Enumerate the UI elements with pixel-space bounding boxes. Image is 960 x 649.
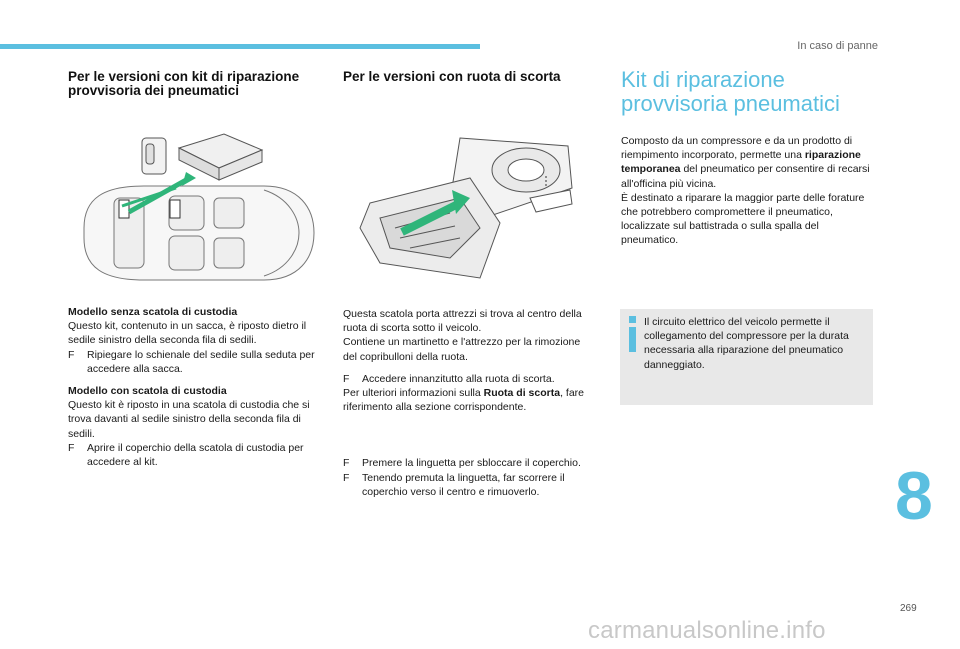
column-kit-text — [68, 305, 320, 469]
info-icon — [628, 316, 638, 352]
block1-bullet: F Ripiegare lo schienale del sedile sulla seduta per accedere alla sacca. — [68, 348, 315, 375]
page-title: Kit di riparazione provvisoria pneumatici — [621, 67, 840, 116]
section-heading-spare: Per le versioni con ruota di scorta — [343, 69, 561, 84]
column-kit-repair — [68, 70, 318, 97]
watermark: carmanualsonline.info — [588, 617, 826, 644]
spare-para2: Contiene un martinetto e l'attrezzo per la rimozione del copribulloni della ruota. — [343, 336, 581, 363]
intro-para2: È destinato a riparare la maggior parte delle forature che potrebbero compromettere il pneumatico, localizzate sul battistrada o sulla spalla del pneumatico. — [621, 191, 865, 247]
spare-wheel-toolbox-illustration — [340, 128, 590, 293]
column-spare-text — [343, 307, 595, 499]
car-interior-illustration — [74, 128, 319, 293]
spare-bullet2: F Premere la linguetta per sbloccare il coperchio. — [343, 457, 581, 470]
spare-ref: Per ulteriori informazioni sulla Ruota di scorta, fare riferimento alla sezione corrispondente. — [343, 387, 585, 414]
info-text: Il circuito elettrico del veicolo permette il collegamento del compressore per la durata necessaria alla riparazione del pneumatico danneggiato. — [644, 316, 849, 371]
block1-title: Modello senza scatola di custodia — [68, 306, 238, 318]
spare-bullet1: F Accedere innanzitutto alla ruota di scorta. — [343, 372, 555, 385]
section-heading-kit: Per le versioni con kit di riparazione provvisoria dei pneumatici — [68, 69, 300, 98]
info-box — [620, 309, 873, 405]
bullet-icon: F — [343, 471, 350, 484]
block2-bullet: F Aprire il coperchio della scatola di custodia per accedere al kit. — [68, 441, 304, 469]
page-number: 269 — [900, 603, 917, 614]
spare-ref-link-text: Ruota di scorta — [483, 387, 561, 400]
bullet-icon: F — [343, 372, 350, 385]
chapter-title: In caso di panne — [797, 40, 878, 52]
intro-para1: Composto da un compressore e da un prodotto di riempimento incorporato, permette una riparazione temporanea del pneumatico per consentire di recarsi all'officina più vicina. — [621, 135, 870, 190]
bullet-icon: F — [68, 348, 75, 361]
block1-text: Questo kit, contenuto in un sacca, è riposto dietro il sedile sinistro della seconda fila di sedili. — [68, 320, 307, 347]
bullet-icon: F — [343, 457, 350, 470]
top-accent-bar — [0, 44, 480, 49]
spare-para1: Questa scatola porta attrezzi si trova al centro della ruota di scorta sotto il veicolo. — [343, 308, 582, 335]
column-spare-wheel — [343, 70, 593, 84]
chapter-number: 8 — [895, 458, 933, 534]
spare-bullet3: F Tenendo premuta la linguetta, far scorrere il coperchio verso il centro e rimuoverlo. — [343, 471, 565, 498]
block2-title: Modello con scatola di custodia — [68, 385, 227, 398]
bullet-icon: F — [68, 441, 75, 454]
column-kit-intro — [621, 68, 881, 116]
column-kit-intro-text — [621, 134, 877, 248]
block2-text: Questo kit è riposto in una scatola di custodia che si trova davanti al sedile sinistro della seconda fila di sedili. — [68, 399, 310, 440]
